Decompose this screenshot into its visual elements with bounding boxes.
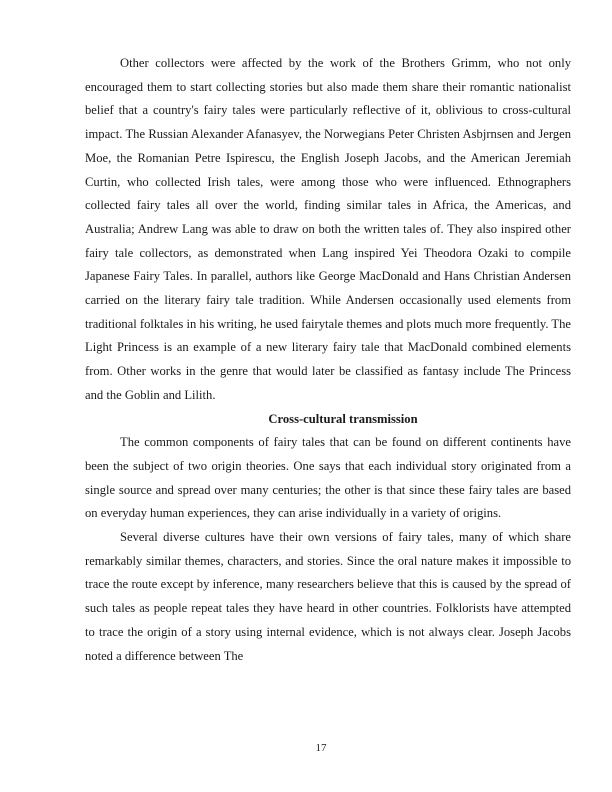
page-number: 17 [315,742,327,754]
section-heading: Cross-cultural transmission [268,411,418,426]
document-body [85,52,571,668]
body-paragraph: Several diverse cultures have their own versions of fairy tales, many of which share remarkably similar themes, characters, and stories. Since the oral nature makes it impossible to trace the route except by inference, many researchers believe that this is caused by the spread of such tales as people repeat tales they have heard in other countries. Folklorists have attempted to trace the origin of a story using internal evidence, which is not always clear. Joseph Jacobs noted a difference between The [85,530,571,663]
body-paragraph: The common components of fairy tales that can be found on different continents have been the subject of two origin theories. One says that each individual story originated from a single source and spread over many centuries; the other is that since these fairy tales are based on everyday human experiences, they can arise individually in a variety of origins. [85,435,571,521]
body-paragraph: Other collectors were affected by the work of the Brothers Grimm, who not only encouraged them to start collecting stories but also made them share their romantic nationalist belief that a country's fairy tales were particularly reflective of it, oblivious to cross-cultural impact. The Russian Alexander Afanasyev, the Norwegians Peter Christen Asbjrnsen and Jergen Moe, the Romanian Petre Ispirescu, the English Joseph Jacobs, and the American Jeremiah Curtin, who collected Irish tales, were among those who were influenced. Ethnographers collected fairy tales all over the world, finding similar tales in Africa, the Americas, and Australia; Andrew Lang was able to draw on both the written tales of. They also inspired other fairy tale collectors, as demonstrated when Lang inspired Yei Theodora Ozaki to compile Japanese Fairy Tales. In parallel, authors like George MacDonald and Hans Christian Andersen carried on the literary fairy tale tradition. While Andersen occasionally used elements from traditional folktales in his writing, he used fairytale themes and plots much more frequently. The Light Princess is an example of a new literary fairy tale that MacDonald combined elements from. Other works in the genre that would later be classified as fantasy include The Princess and the Goblin and Lilith. [85,56,571,402]
